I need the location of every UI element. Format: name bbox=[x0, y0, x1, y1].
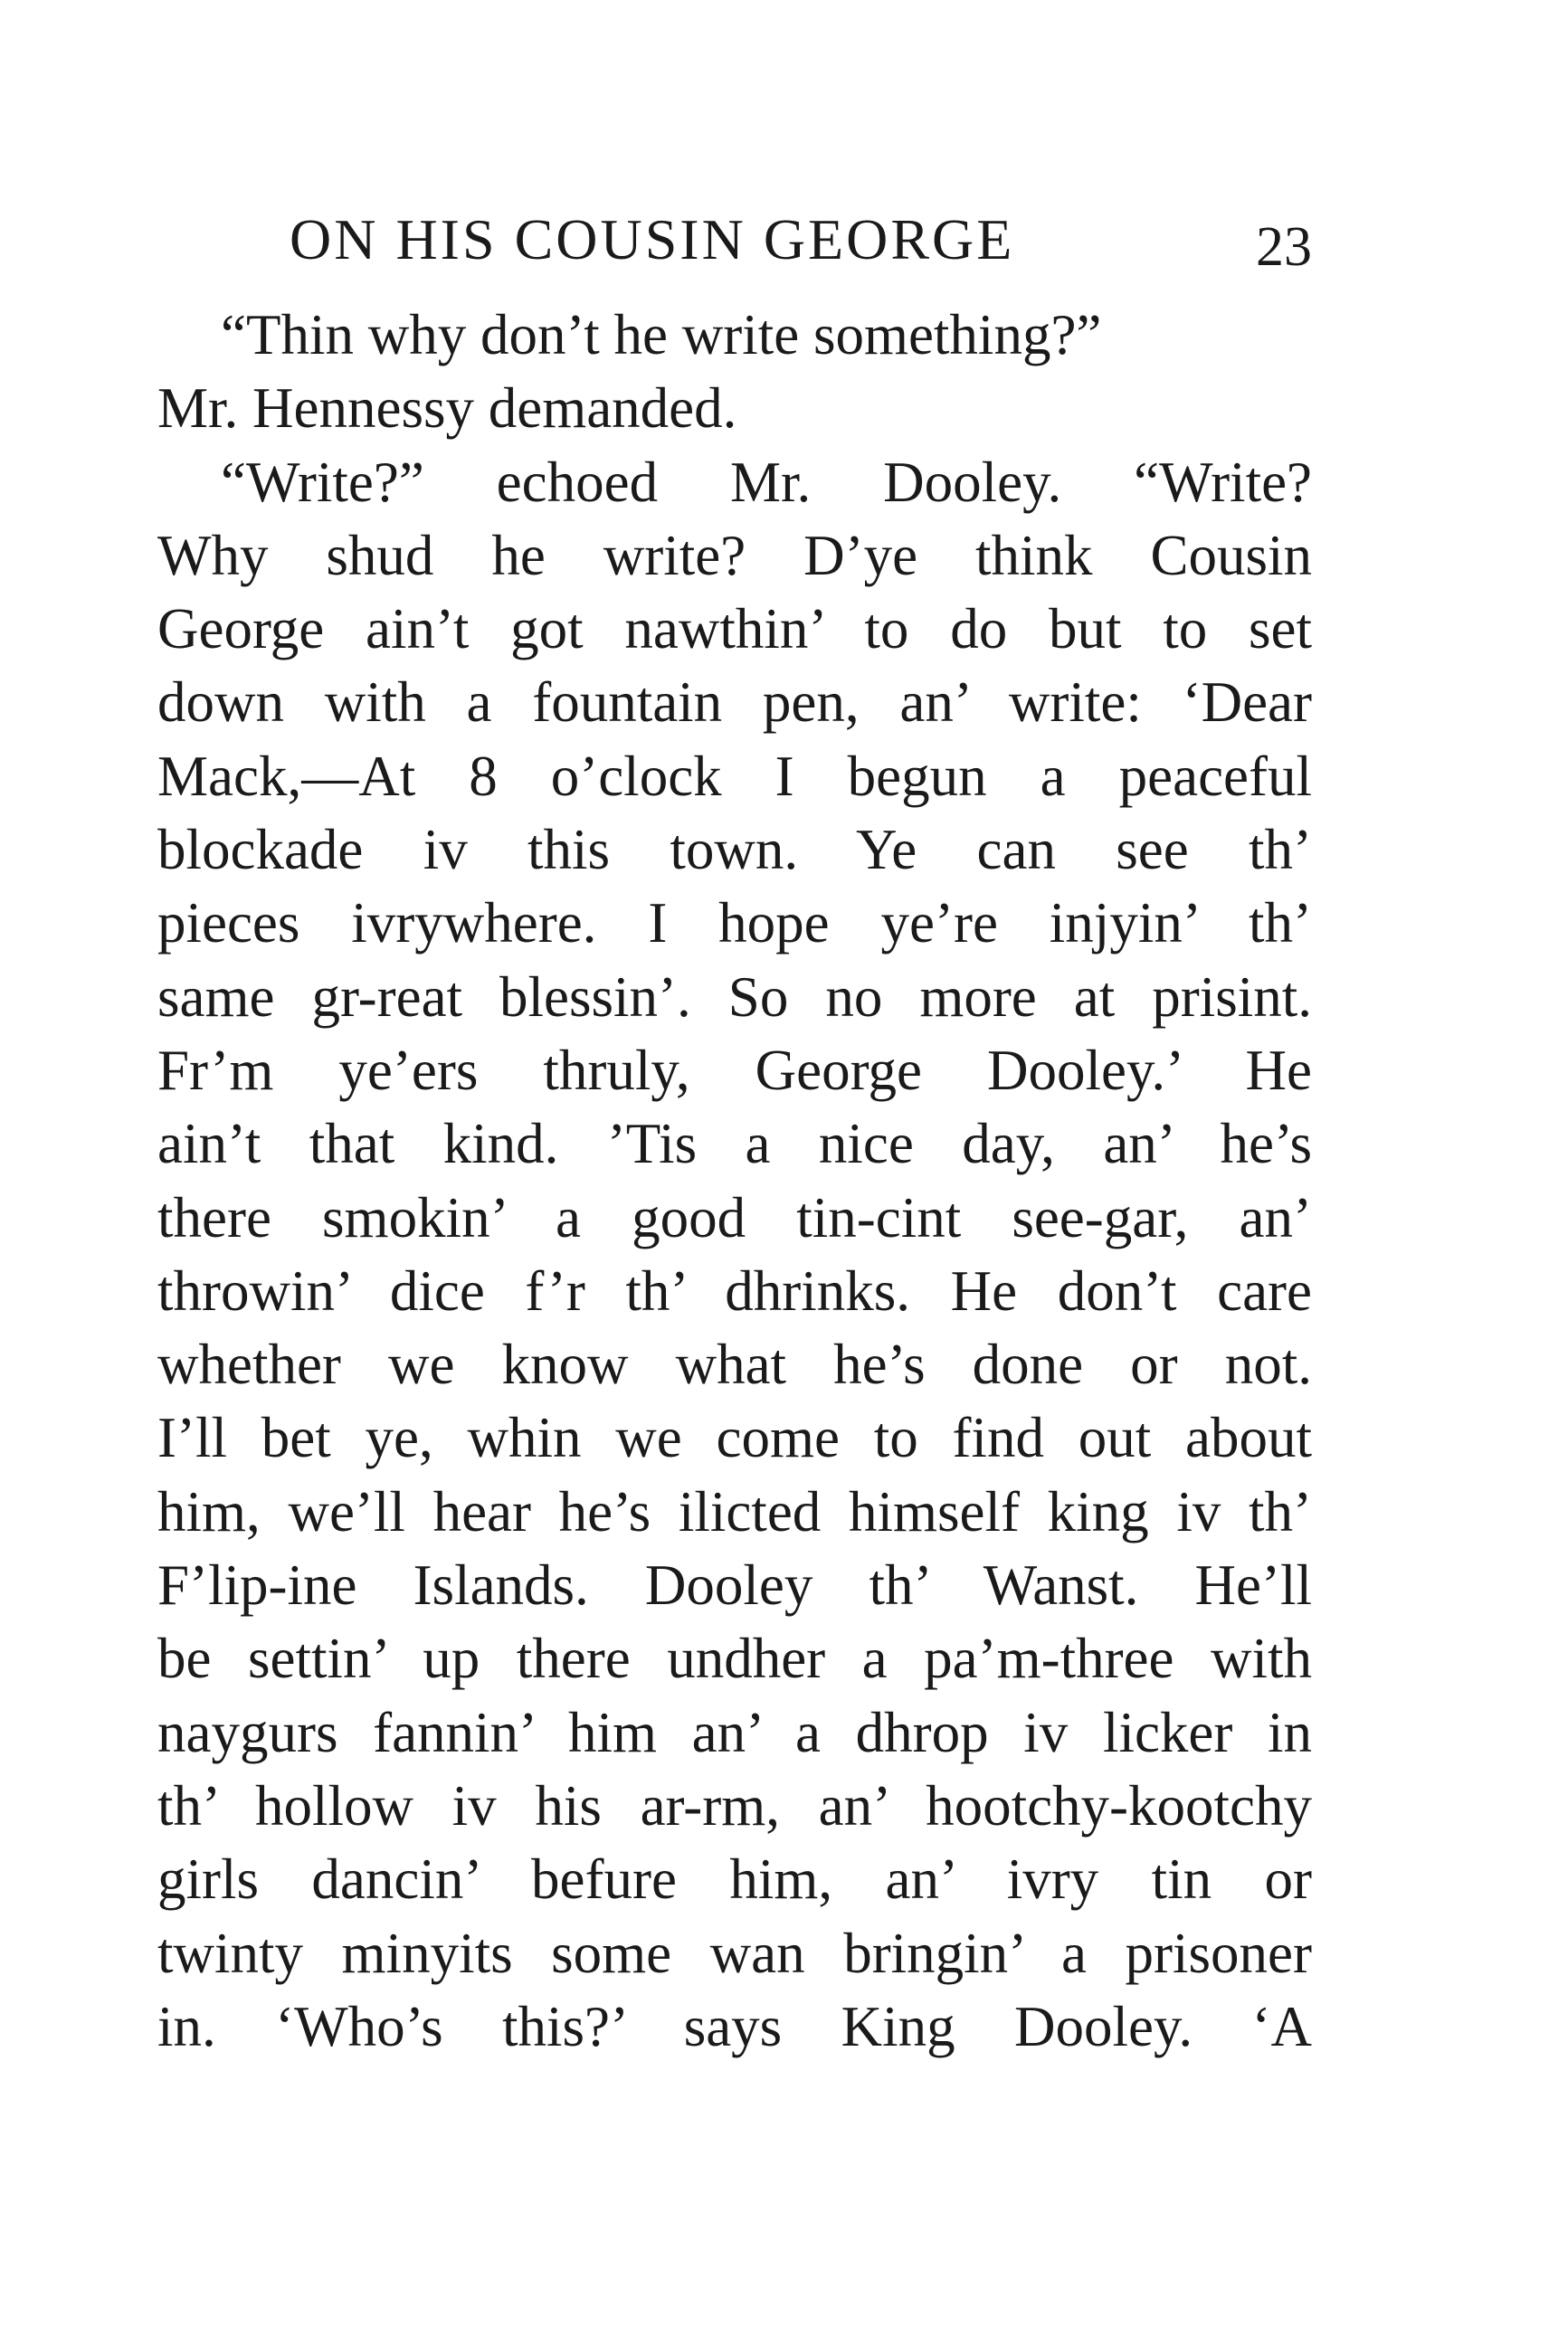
text-line: down with a fountain pen, an’ write: ‘Dear bbox=[157, 670, 1312, 735]
text-line: “Write?” echoed Mr. Dooley. “Write? bbox=[221, 450, 1312, 514]
text-line: “Thin why don’t he write something?” bbox=[221, 303, 1102, 366]
text-line: Mack,—At 8 o’clock I begun a peaceful bbox=[157, 744, 1312, 808]
text-line: blockade iv this town. Ye can see th’ bbox=[157, 818, 1312, 882]
text-line: F’lip-ine Islands. Dooley th’ Wanst. He’ll bbox=[157, 1553, 1312, 1618]
text-line: whether we know what he’s done or not. bbox=[157, 1333, 1312, 1397]
text-line: girls dancin’ befure him, an’ ivry tin or bbox=[157, 1847, 1312, 1912]
text-line: be settin’ up there undher a pa’m-three with bbox=[157, 1627, 1312, 1691]
text-line: in. ‘Who’s this?’ says King Dooley. ‘A bbox=[157, 1994, 1312, 2058]
text-line: naygurs fannin’ him an’ a dhrop iv licker in bbox=[157, 1700, 1312, 1764]
text-line: throwin’ dice f’r th’ dhrinks. He don’t care bbox=[157, 1258, 1312, 1323]
text-line: pieces ivrywhere. I hope ye’re injyin’ th’ bbox=[157, 891, 1312, 955]
text-line: I’ll bet ye, whin we come to find out about bbox=[157, 1406, 1312, 1470]
text-line: there smokin’ a good tin-cint see-gar, an’ bbox=[157, 1185, 1312, 1249]
page-header bbox=[290, 195, 1312, 285]
text-line: twinty minyits some wan bringin’ a prisoner bbox=[157, 1921, 1312, 1985]
text-line: th’ hollow iv his ar-rm, an’ hootchy-kootchy bbox=[157, 1773, 1312, 1838]
text-line: him, we’ll hear he’s ilicted himself king iv th’ bbox=[157, 1479, 1312, 1543]
text-line: Fr’m ye’ers thruly, George Dooley.’ He bbox=[157, 1038, 1312, 1102]
page-number: 23 bbox=[1256, 216, 1312, 278]
body-text bbox=[157, 299, 1312, 2064]
text-line: Mr. Hennessy demanded. bbox=[157, 376, 737, 441]
text-line: ain’t that kind. ’Tis a nice day, an’ he’s bbox=[157, 1112, 1312, 1176]
text-line: same gr-reat blessin’. So no more at prisint. bbox=[157, 964, 1312, 1029]
running-title: ON HIS COUSIN GEORGE bbox=[290, 207, 1015, 271]
text-line: Why shud he write? D’ye think Cousin bbox=[157, 523, 1312, 587]
text-line: George ain’t got nawthin’ to do but to set bbox=[157, 597, 1312, 661]
